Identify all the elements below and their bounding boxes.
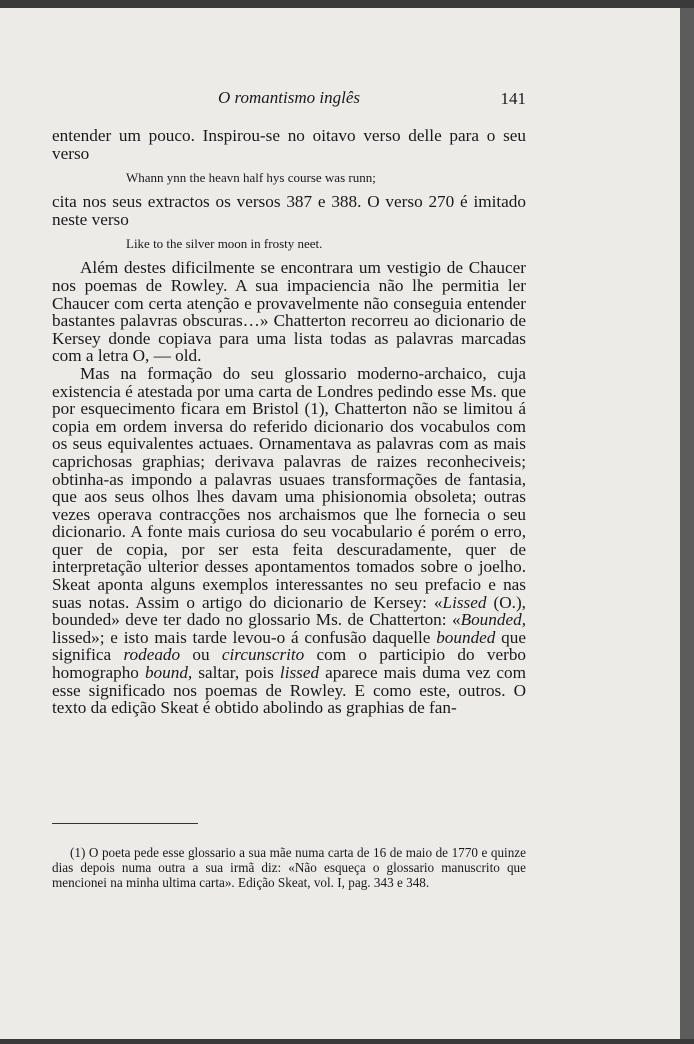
term-lissed-2: lissed <box>279 663 320 683</box>
page-number: 141 <box>500 89 526 108</box>
footnote-rule <box>52 823 198 824</box>
footnote: (1) O poeta pede esse glossario a sua mãe numa carta de 16 de maio de 1770 e quinze dias depois numa outra a sua irmã diz: «Não esqueça o glossario manuscrito que mencionei na minha ultima carta». Edição Skeat, vol. I, pag. 343 e 348. <box>52 845 526 890</box>
term-rodeado: rodeado <box>123 645 181 665</box>
term-bounded-2: bounded <box>436 627 496 647</box>
paragraph-4-text-e: ou <box>180 645 222 665</box>
verse-quote-1: Whann ynn the heavn half hys course was runn; <box>126 170 376 186</box>
paragraph-1: entender um pouco. Inspirou-se no oitavo verso delle para o seu verso <box>52 126 526 163</box>
paragraph-3: Além destes dificilmente se encontrara um vestigio de Chaucer nos poemas de Rowley. A sua impaciencia não lhe permitia ler Chaucer com certa atenção e provavelmente não conseguia entender bastantes palavras obscuras…» Chatterton recorreu ao dicionario de Kersey donde copiava para uma lista todas as palavras marcadas com a letra O, — old. <box>52 258 526 366</box>
term-circunscrito: circunscrito <box>221 645 305 665</box>
page-header <box>52 88 526 112</box>
body-text <box>52 127 526 717</box>
term-bound: bound, <box>144 663 193 683</box>
paragraph-4-text-h: aparece mais duma vez com esse significado nos poemas de Rowley. E como este, outros. O texto da edição Skeat é obtido abolindo as graphias de fan- <box>52 663 526 718</box>
running-title: O romantismo inglês <box>218 88 360 107</box>
paragraph-4-text-g: saltar, pois <box>192 663 280 683</box>
paragraph-4-text-a: Mas na formação do seu glossario moderno-archaico, cuja existencia é atestada por uma carta de Londres pedindo esse Ms. que por esquecimento ficara em Bristol (1), Chatterton não se limitou á copia em ordem inversa do referido dicionario dos vocabulos com os seus equivalentes actuaes. Ornamentava as palavras com as mais caprichosas graphias; derivava palavras de raizes reconheciveis; obtinha-as impondo a palavras usuaes transformações de fantasia, que aos seus olhos lhes davam uma phisionomia obsoleta; outras vezes operava contracções nos archaismos que lhe fornecia o seu dicionario. A fonte mais curiosa do seu vocabulario é porém o erro, quer de copia, por ser esta feita descuradamente, quer de interpretação ulterior desses apontamentos tomados sobre o joelho. Skeat aponta alguns exemplos interessantes no seu prefacio e nas suas notas. Assim o artigo do dicionario de Kersey: « <box>52 363 526 612</box>
paragraph-4-text-d: que significa <box>52 627 527 665</box>
paragraph-4-text-b: (O.), bounded» deve ter dado no glossario Ms. de Chatterton: « <box>52 592 526 630</box>
paragraph-4 <box>52 365 526 717</box>
paragraph-4-text-f: com o participio do verbo homographo <box>52 645 527 683</box>
scan-border-top <box>0 0 694 8</box>
page-edge-shadow <box>680 0 694 1044</box>
paragraph-2: cita nos seus extractos os versos 387 e 388. O verso 270 é imitado neste verso <box>52 192 526 229</box>
term-lissed: Lissed <box>442 592 487 612</box>
term-bounded: Bounded, <box>460 610 526 630</box>
paragraph-4-text-c: lissed»; e isto mais tarde levou-o á confusão daquelle <box>52 627 437 647</box>
verse-quote-2: Like to the silver moon in frosty neet. <box>126 236 323 252</box>
scan-border-bottom <box>0 1039 694 1044</box>
